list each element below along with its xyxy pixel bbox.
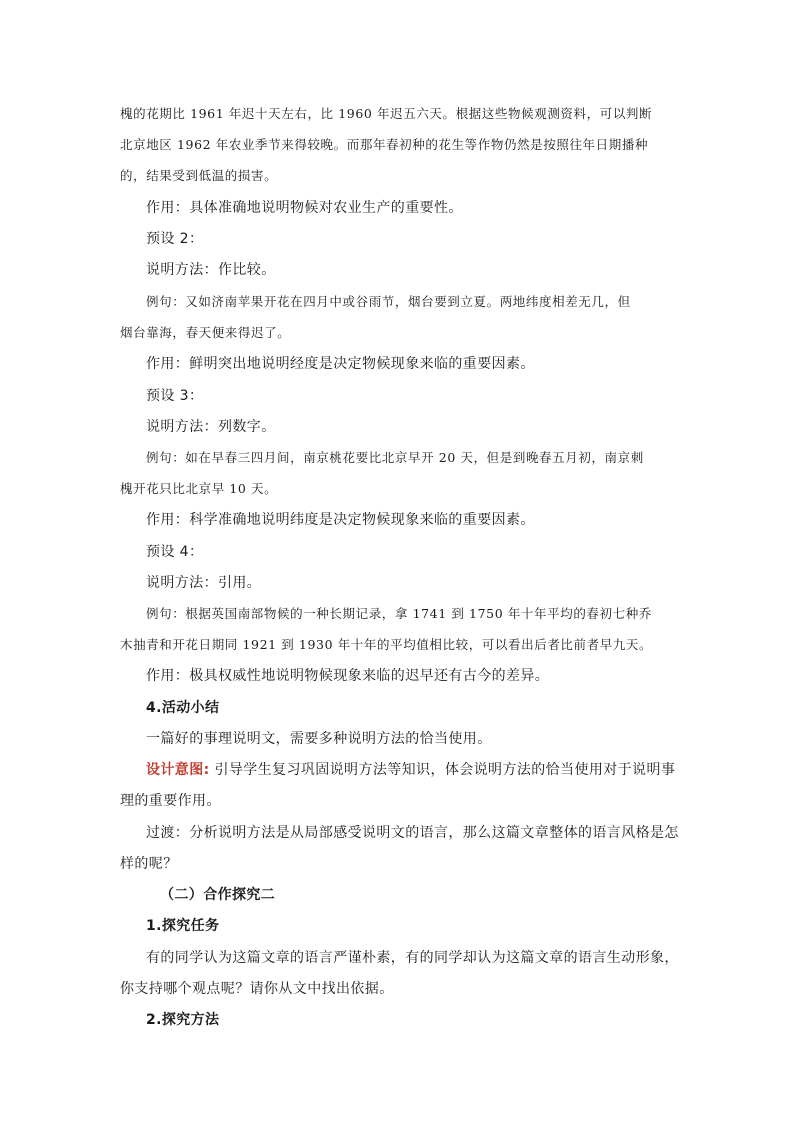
example-line: 槐开花只比北京早 10 天。: [120, 481, 278, 496]
effect-line: 作用：极具权威性地说明物候现象来临的迟早还有古今的差异。: [146, 668, 550, 684]
paragraph-line: 槐的花期比 1961 年迟十天左右，比 1960 年迟五六天。根据这些物候观测资料，可以判断: [120, 106, 653, 121]
method-heading: 2.探究方法: [146, 1012, 220, 1028]
method-line: 说明方法：引用。: [146, 575, 262, 591]
task-line: 你支持哪个观点呢？请你从文中找出依据。: [120, 981, 394, 997]
summary-heading: 4.活动小结: [146, 700, 220, 716]
section-heading: （二）合作探究二: [160, 887, 276, 903]
example-line: 例句：如在早春三四月间，南京桃花要比北京早开 20 天，但是到晚春五月初，南京刺: [146, 450, 644, 465]
method-line: 说明方法：作比较。: [146, 262, 276, 278]
paragraph-line: 的，结果受到低温的损害。: [120, 168, 278, 183]
example-line: 例句：根据英国南部物候的一种长期记录，拿 1741 到 1750 年十年平均的春初七种乔: [146, 606, 652, 621]
task-heading: 1.探究任务: [146, 918, 220, 934]
preset-title: 预设 2：: [146, 231, 204, 247]
summary-text: 一篇好的事理说明文，需要多种说明方法的恰当使用。: [146, 731, 492, 747]
preset-title: 预设 4：: [146, 544, 204, 560]
design-intent-line: [146, 760, 675, 780]
task-line: 有的同学认为这篇文章的语言严谨朴素，有的同学却认为这篇文章的语言生动形象，: [146, 950, 679, 966]
effect-line: 作用：具体准确地说明物候对农业生产的重要性。: [146, 200, 463, 216]
method-line: 说明方法：列数字。: [146, 419, 276, 435]
paragraph-line: 北京地区 1962 年农业季节来得较晚。而那年春初种的花生等作物仍然是按照往年日期播种: [120, 137, 649, 152]
design-intent-text: 引导学生复习巩固说明方法等知识，体会说明方法的恰当使用对于说明事: [209, 762, 676, 778]
example-line: 木抽青和开花日期同 1921 到 1930 年十年的平均值相比较，可以看出后者比前者早九天。: [120, 637, 653, 652]
design-intent-line: 理的重要作用。: [120, 793, 221, 809]
preset-title: 预设 3：: [146, 388, 204, 404]
example-line: 例句：又如济南苹果开花在四月中或谷雨节，烟台要到立夏。两地纬度相差无几，但: [146, 294, 631, 309]
example-line: 烟台靠海，春天便来得迟了。: [120, 325, 291, 340]
design-intent-label: 设计意图:: [146, 762, 210, 778]
effect-line: 作用：科学准确地说明纬度是决定物候现象来临的重要因素。: [146, 512, 535, 528]
transition-line: 过渡：分析说明方法是从局部感受说明文的语言，那么这篇文章整体的语言风格是怎: [146, 825, 679, 841]
effect-line: 作用：鲜明突出地说明经度是决定物候现象来临的重要因素。: [146, 356, 535, 372]
transition-line: 样的呢？: [120, 856, 178, 872]
